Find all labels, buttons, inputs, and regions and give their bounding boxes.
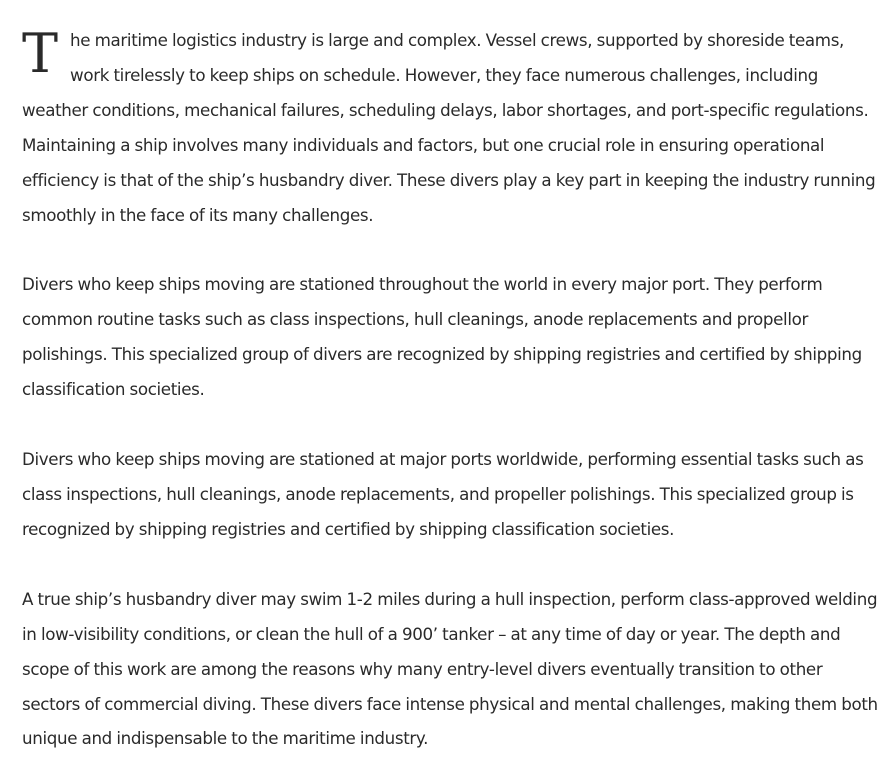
paragraph-divers-stationed: Divers who keep ships moving are stationed throughout the world in every major port. They perform common routine tasks such as class inspections, hull cleanings, anode replacements and propellor polishings. This specialized group of divers are recognized by shipping registries and certified by shipping classification societies. (22, 274, 862, 400)
paragraph-divers-ports: Divers who keep ships moving are stationed at major ports worldwide, performing essential tasks such as class inspections, hull cleanings, anode replacements, and propeller polishings. This specialized group is recognized by shipping registries and certified by shipping classification societies. (22, 449, 864, 539)
drop-cap: T (22, 22, 59, 85)
paragraph-intro-text: he maritime logistics industry is large and complex. Vessel crews, supported by shoreside teams, work tirelessly to keep ships on schedule. However, they face numerous challenges, including weather conditions, mechanical failures, scheduling delays, labor shortages, and port-specific regulations. Maintaining a ship involves many individuals and factors, but one crucial role in ensuring operational efficiency is that of the ship’s husbandry diver. These divers play a key part in keeping the industry running smoothly in the face of its many challenges. (22, 30, 876, 225)
paragraph-intro (22, 23, 881, 232)
paragraph-husbandry-diver: A true ship’s husbandry diver may swim 1-2 miles during a hull inspection, perform class-approved welding in low-visibility conditions, or clean the hull of a 900’ tanker – at any time of day or year. The depth and scope of this work are among the reasons why many entry-level divers eventually transition to other sectors of commercial diving. These divers face intense physical and mental challenges, making them both unique and indispensable to the maritime industry. (22, 588, 878, 749)
